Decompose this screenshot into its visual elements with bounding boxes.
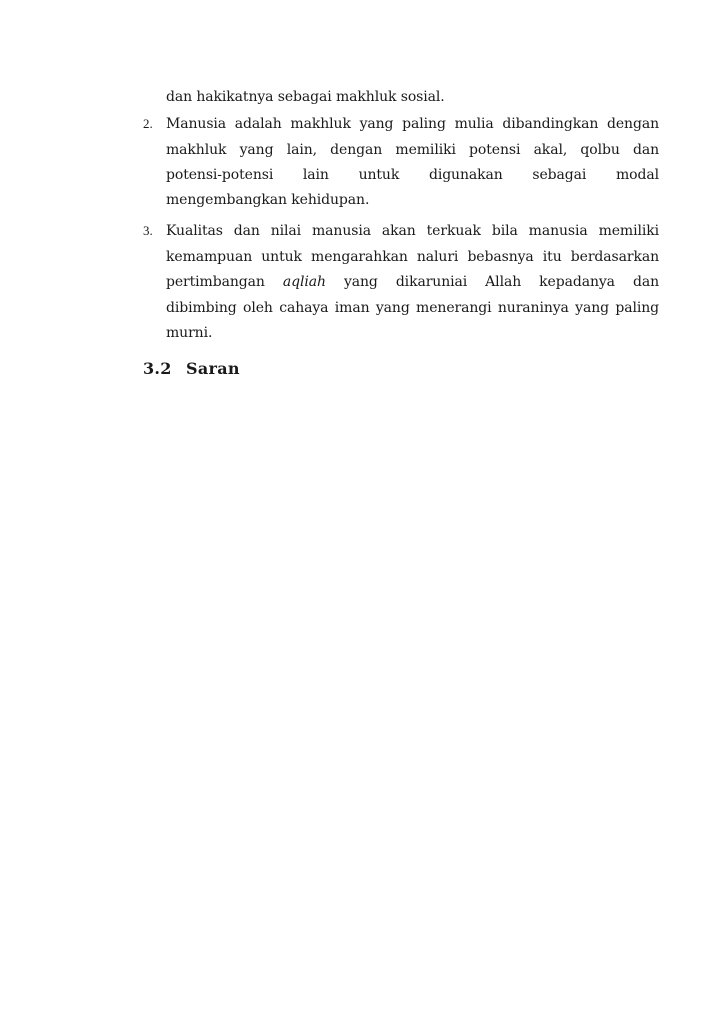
list-number: 3. <box>143 223 153 238</box>
paragraph-line: dibimbing oleh cahaya iman yang menerangi nuraninya yang paling <box>166 300 659 316</box>
paragraph-line: murni. <box>166 325 213 341</box>
paragraph-line: dan hakikatnya sebagai makhluk sosial. <box>166 89 445 105</box>
section-heading <box>143 359 240 379</box>
text-run: yang dikaruniai Allah kepadanya dan <box>343 274 659 290</box>
paragraph-line: kemampuan untuk mengarahkan naluri bebasnya itu berdasarkan <box>166 249 659 265</box>
paragraph-line: makhluk yang lain, dengan memiliki potensi akal, qolbu dan <box>166 142 659 158</box>
paragraph-line: Manusia adalah makhluk yang paling mulia dibandingkan dengan <box>166 116 659 132</box>
section-title: Saran <box>186 359 240 378</box>
italic-term: aqliah <box>282 274 326 290</box>
paragraph-line: potensi-potensi lain untuk digunakan sebagai modal <box>166 167 659 183</box>
paragraph-line: Kualitas dan nilai manusia akan terkuak bila manusia memiliki <box>166 223 659 239</box>
section-number: 3.2 <box>143 359 172 378</box>
paragraph-line: mengembangkan kehidupan. <box>166 192 370 208</box>
list-number: 2. <box>143 116 153 131</box>
text-run: pertimbangan <box>166 274 265 290</box>
paragraph-line <box>166 273 659 291</box>
